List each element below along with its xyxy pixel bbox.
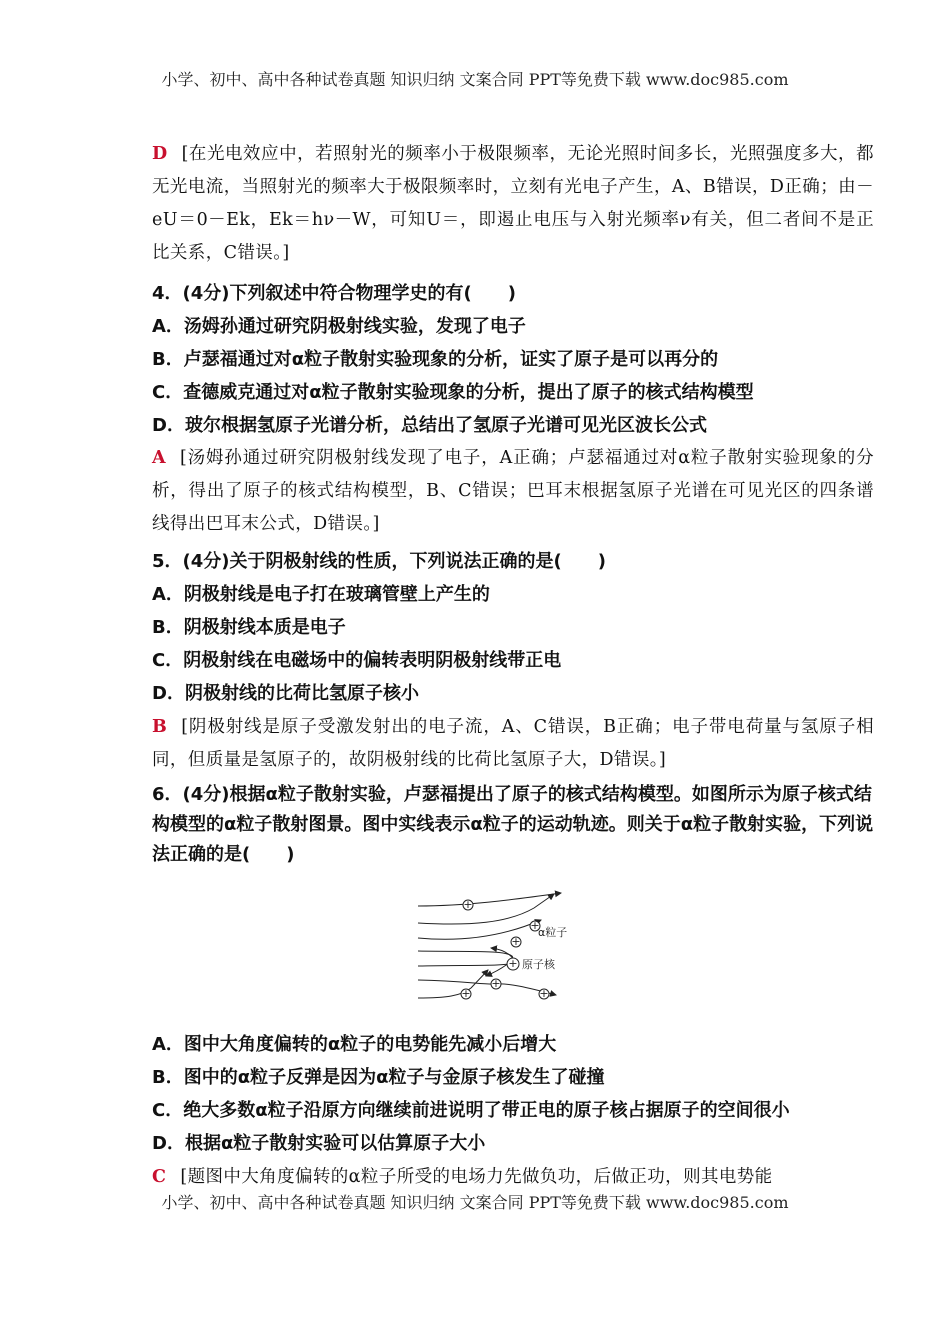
solution-q3 (116, 138, 874, 270)
answer-letter: B (152, 717, 168, 737)
q5-option-c: C．阴极射线在电磁场中的偏转表明阴极射线带正电 (152, 650, 562, 671)
q6-option-d: D．根据α粒子散射实验可以估算原子大小 (152, 1133, 486, 1154)
q4-option-a: A．汤姆孙通过研究阴极射线实验，发现了电子 (152, 316, 526, 337)
answer-explanation: [在光电效应中，若照射光的频率小于极限频率，无论光照时间多长，光照强度多大，都无光电流，当照射光的频率大于极限频率时，立刻有光电子产生，A、B错误，D正确；由－eU＝0－Ek，Ek＝hν－W，可知U＝，即遏止电压与入射光频率ν有关，但二者间不是正比关系，C错误。] (152, 144, 874, 263)
solution-q4 (116, 442, 874, 541)
charge-symbol: + (491, 977, 501, 990)
alpha-particle-label: α粒子 (538, 926, 568, 939)
q4-option-c: C．查德威克通过对α粒子散射实验现象的分析，提出了原子的核式结构模型 (152, 382, 754, 403)
answer-letter: C (152, 1167, 167, 1187)
q6-option-c: C．绝大多数α粒子沿原方向继续前进说明了带正电的原子核占据原子的空间很小 (152, 1100, 790, 1121)
page-header: 小学、初中、高中各种试卷真题 知识归纳 文案合同 PPT等免费下载 www.doc985.com (161, 70, 789, 89)
question-5-stem: 5．(4分)关于阴极射线的性质，下列说法正确的是( ) (152, 551, 606, 572)
charge-symbol: + (511, 935, 521, 948)
nucleus-charge-symbol: + (508, 957, 518, 970)
q4-option-d: D．玻尔根据氢原子光谱分析，总结出了氢原子光谱可见光区波长公式 (152, 415, 707, 436)
q5-option-a: A．阴极射线是电子打在玻璃管壁上产生的 (152, 584, 490, 605)
solution-q5 (116, 711, 874, 777)
answer-explanation: [题图中大角度偏转的α粒子所受的电场力先做负功，后做正功，则其电势能 (180, 1167, 773, 1187)
question-6-stem: 6．(4分)根据α粒子散射实验，卢瑟福提出了原子的核式结构模型。如图所示为原子核式结构模型的α粒子散射图景。图中实线表示α粒子的运动轨迹。则关于α粒子散射实验，下列说法正确的是( ) (152, 784, 874, 865)
answer-letter: D (152, 144, 168, 164)
trajectory-line (418, 951, 513, 976)
charge-symbol: + (463, 898, 473, 911)
q4-option-b: B．卢瑟福通过对α粒子散射实验现象的分析，证实了原子是可以再分的 (152, 349, 719, 370)
charge-symbol: + (530, 919, 540, 932)
q6-option-a: A．图中大角度偏转的α粒子的电势能先减小后增大 (152, 1034, 557, 1055)
answer-explanation: [阴极射线是原子受激发射出的电子流，A、C错误，B正确；电子带电荷量与氢原子相同，但质量是氢原子的，故阴极射线的比荷比氢原子大，D错误。] (152, 717, 874, 770)
trajectory-line (418, 970, 488, 998)
answer-letter: A (152, 448, 166, 468)
answer-explanation: [汤姆孙通过研究阴极射线发现了电子，A正确；卢瑟福通过对α粒子散射实验现象的分析，得出了原子的核式结构模型，B、C错误；巴耳末根据氢原子光谱在可见光区的四条谱线得出巴耳末公式，D错误。] (152, 448, 874, 534)
q6-option-b: B．图中的α粒子反弹是因为α粒子与金原子核发生了碰撞 (152, 1067, 605, 1088)
charge-symbol: + (461, 987, 471, 1000)
question-4-stem: 4．(4分)下列叙述中符合物理学史的有( ) (152, 283, 516, 304)
q5-option-d: D．阴极射线的比荷比氢原子核小 (152, 683, 419, 704)
nucleus-label: 原子核 (522, 958, 555, 971)
page-footer: 小学、初中、高中各种试卷真题 知识归纳 文案合同 PPT等免费下载 www.doc985.com (161, 1193, 789, 1212)
q5-option-b: B．阴极射线本质是电子 (152, 617, 346, 638)
charge-symbol: + (539, 987, 549, 1000)
trajectory-line (418, 980, 556, 995)
alpha-scattering-figure (416, 888, 578, 1010)
